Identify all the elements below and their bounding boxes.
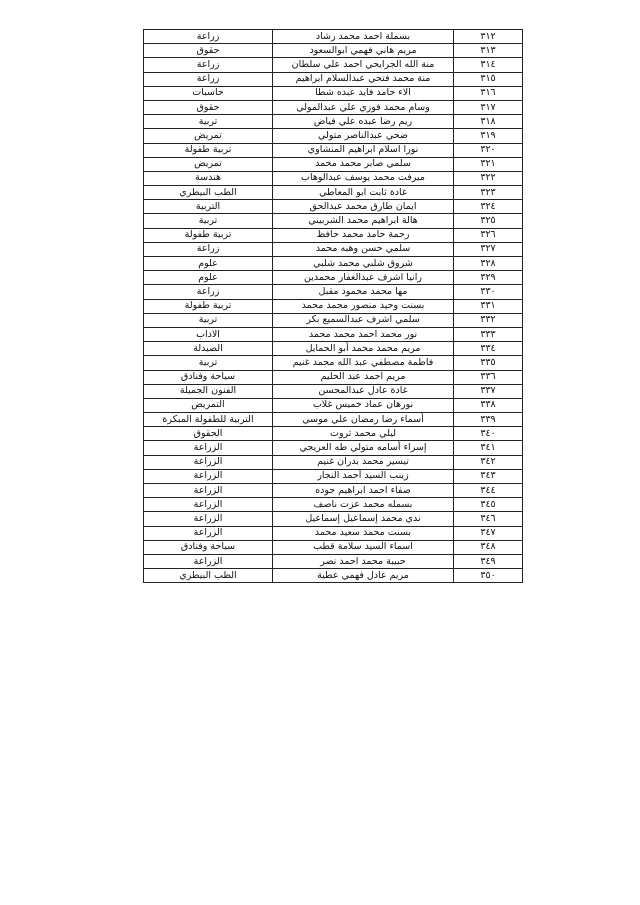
faculty-cell: زراعة: [144, 30, 273, 44]
student-name-cell: ريم رضا عبده علي فياض: [273, 115, 454, 129]
table-row: [144, 115, 523, 129]
student-name-cell: تيسير محمد بدران غنيم: [273, 455, 454, 469]
table-row: [144, 413, 523, 427]
faculty-cell: التربية: [144, 200, 273, 214]
student-name-cell: منة محمد فتحي عبدالسلام ابراهيم: [273, 72, 454, 86]
serial-number-cell: ٣١٧: [454, 100, 523, 114]
faculty-cell: الصيدلة: [144, 342, 273, 356]
table-row: [144, 58, 523, 72]
serial-number-cell: ٣٤٦: [454, 512, 523, 526]
faculty-cell: زراعة: [144, 242, 273, 256]
serial-number-cell: ٣١٨: [454, 115, 523, 129]
table-row: [144, 569, 523, 583]
faculty-cell: علوم: [144, 271, 273, 285]
student-name-cell: بسملة احمد محمد رشاد: [273, 30, 454, 44]
student-name-cell: ليلي محمد ثروت: [273, 427, 454, 441]
faculty-cell: الزراعة: [144, 526, 273, 540]
table-row: [144, 129, 523, 143]
serial-number-cell: ٣١٥: [454, 72, 523, 86]
serial-number-cell: ٣١٦: [454, 86, 523, 100]
student-name-cell: أسماء رضا رمضان علي موسي: [273, 413, 454, 427]
serial-number-cell: ٣٢٣: [454, 186, 523, 200]
faculty-cell: الزراعة: [144, 484, 273, 498]
table-row: [144, 200, 523, 214]
serial-number-cell: ٣٤٢: [454, 455, 523, 469]
student-name-cell: مريم محمد محمد أبو الحمايل: [273, 342, 454, 356]
serial-number-cell: ٣٤٣: [454, 469, 523, 483]
table-row: [144, 30, 523, 44]
serial-number-cell: ٣١٤: [454, 58, 523, 72]
student-name-cell: ميرفت محمد يوسف عبدالوهاب: [273, 171, 454, 185]
student-name-cell: إسراء أسامه متولي طه العريجي: [273, 441, 454, 455]
student-name-cell: ايمان طارق محمد عبدالحق: [273, 200, 454, 214]
serial-number-cell: ٣٣٥: [454, 356, 523, 370]
faculty-cell: الفنون الجميلة: [144, 384, 273, 398]
faculty-cell: الزراعة: [144, 441, 273, 455]
serial-number-cell: ٣٤١: [454, 441, 523, 455]
serial-number-cell: ٣٣٧: [454, 384, 523, 398]
serial-number-cell: ٣٤٩: [454, 554, 523, 568]
student-name-cell: نورهان عماد خميس غلاب: [273, 398, 454, 412]
student-name-cell: مريم هاني فهمي ابوالسعود: [273, 44, 454, 58]
faculty-cell: الطب البيطري: [144, 186, 273, 200]
serial-number-cell: ٣٢٥: [454, 214, 523, 228]
faculty-cell: الزراعة: [144, 554, 273, 568]
table-row: [144, 257, 523, 271]
faculty-cell: تربية: [144, 313, 273, 327]
faculty-cell: حاسبات: [144, 86, 273, 100]
student-name-cell: مها محمد محمود مقبل: [273, 285, 454, 299]
faculty-cell: تربية: [144, 214, 273, 228]
roster-table-body: [144, 30, 523, 583]
table-row: [144, 370, 523, 384]
table-row: [144, 171, 523, 185]
student-name-cell: غادة عادل عبدالمحسن: [273, 384, 454, 398]
serial-number-cell: ٣٢٠: [454, 143, 523, 157]
table-row: [144, 72, 523, 86]
table-row: [144, 540, 523, 554]
table-row: [144, 498, 523, 512]
faculty-cell: التمريض: [144, 398, 273, 412]
student-name-cell: مريم عادل فهمي عطية: [273, 569, 454, 583]
table-row: [144, 484, 523, 498]
table-row: [144, 398, 523, 412]
table-row: [144, 242, 523, 256]
student-name-cell: حبيبة محمد احمد نصر: [273, 554, 454, 568]
table-row: [144, 271, 523, 285]
table-row: [144, 554, 523, 568]
table-row: [144, 86, 523, 100]
student-name-cell: صفاء احمد ابراهيم جوده: [273, 484, 454, 498]
student-name-cell: بسمله محمد عزت ناصف: [273, 498, 454, 512]
student-name-cell: وسام محمد فوزي علي عبدالمولي: [273, 100, 454, 114]
faculty-cell: حقوق: [144, 44, 273, 58]
serial-number-cell: ٣٢٤: [454, 200, 523, 214]
faculty-cell: زراعة: [144, 72, 273, 86]
table-row: [144, 327, 523, 341]
table-row: [144, 285, 523, 299]
faculty-cell: زراعة: [144, 58, 273, 72]
student-name-cell: سلمي اشرف عبدالسميع بكر: [273, 313, 454, 327]
faculty-cell: الحقوق: [144, 427, 273, 441]
student-name-cell: هالة ابراهيم محمد الشربيني: [273, 214, 454, 228]
serial-number-cell: ٣١٢: [454, 30, 523, 44]
student-name-cell: منة الله الجرايحي احمد علي سلطان: [273, 58, 454, 72]
serial-number-cell: ٣٣٨: [454, 398, 523, 412]
faculty-cell: تمريض: [144, 157, 273, 171]
serial-number-cell: ٣٢١: [454, 157, 523, 171]
serial-number-cell: ٣٤٠: [454, 427, 523, 441]
student-name-cell: فاطمة مصطفي عبد الله محمد غنيم: [273, 356, 454, 370]
faculty-cell: تربية: [144, 115, 273, 129]
student-name-cell: سلمي صابر محمد محمد: [273, 157, 454, 171]
student-name-cell: رانيا اشرف عبدالغفار محمدين: [273, 271, 454, 285]
faculty-cell: التربية للطفولة المبكرة: [144, 413, 273, 427]
table-row: [144, 455, 523, 469]
student-name-cell: اسماء السيد سلامة قطب: [273, 540, 454, 554]
serial-number-cell: ٣٢٩: [454, 271, 523, 285]
student-name-cell: الاء حامد فايد عبده شطا: [273, 86, 454, 100]
table-row: [144, 427, 523, 441]
serial-number-cell: ٣٤٨: [454, 540, 523, 554]
faculty-cell: الزراعة: [144, 455, 273, 469]
table-row: [144, 356, 523, 370]
serial-number-cell: ٣٥٠: [454, 569, 523, 583]
faculty-cell: تربية طفولة: [144, 143, 273, 157]
table-row: [144, 143, 523, 157]
serial-number-cell: ٣١٩: [454, 129, 523, 143]
table-row: [144, 526, 523, 540]
student-name-cell: غادة ثابت ابو المعاطي: [273, 186, 454, 200]
table-row: [144, 469, 523, 483]
serial-number-cell: ٣٤٧: [454, 526, 523, 540]
table-row: [144, 157, 523, 171]
student-name-cell: بسنت وحيد منصور محمد محمد: [273, 299, 454, 313]
table-row: [144, 384, 523, 398]
faculty-cell: زراعة: [144, 285, 273, 299]
serial-number-cell: ٣٢٢: [454, 171, 523, 185]
serial-number-cell: ٣٣٦: [454, 370, 523, 384]
student-name-cell: مريم احمد عبد الحليم: [273, 370, 454, 384]
serial-number-cell: ٣٢٧: [454, 242, 523, 256]
student-name-cell: رحمة حامد محمد حافظ: [273, 228, 454, 242]
student-name-cell: ندي محمد إسماعيل إسماعيل: [273, 512, 454, 526]
faculty-cell: تربية: [144, 356, 273, 370]
serial-number-cell: ٣٢٨: [454, 257, 523, 271]
faculty-cell: الزراعة: [144, 512, 273, 526]
student-name-cell: ضحي عبدالناصر متولي: [273, 129, 454, 143]
student-name-cell: بسنت محمد سعيد محمد: [273, 526, 454, 540]
faculty-cell: الطب البيطري: [144, 569, 273, 583]
student-name-cell: نور محمد احمد محمد محمد: [273, 327, 454, 341]
table-row: [144, 228, 523, 242]
serial-number-cell: ٣٢٦: [454, 228, 523, 242]
faculty-cell: الاداب: [144, 327, 273, 341]
faculty-cell: الزراعة: [144, 469, 273, 483]
table-row: [144, 299, 523, 313]
table-row: [144, 313, 523, 327]
table-row: [144, 441, 523, 455]
table-row: [144, 512, 523, 526]
table-row: [144, 186, 523, 200]
table-row: [144, 100, 523, 114]
faculty-cell: سياحة وفنادق: [144, 540, 273, 554]
student-name-cell: سلمي حسن وهبه محمد: [273, 242, 454, 256]
student-name-cell: زينب السيد أحمد النجار: [273, 469, 454, 483]
serial-number-cell: ٣٣١: [454, 299, 523, 313]
faculty-cell: الزراعة: [144, 498, 273, 512]
serial-number-cell: ٣٤٥: [454, 498, 523, 512]
serial-number-cell: ٣٣٣: [454, 327, 523, 341]
serial-number-cell: ٣٣٤: [454, 342, 523, 356]
faculty-cell: تمريض: [144, 129, 273, 143]
faculty-cell: تربية طفولة: [144, 228, 273, 242]
faculty-cell: حقوق: [144, 100, 273, 114]
faculty-cell: هندسة: [144, 171, 273, 185]
serial-number-cell: ٣٤٤: [454, 484, 523, 498]
table-row: [144, 44, 523, 58]
serial-number-cell: ٣٣٠: [454, 285, 523, 299]
serial-number-cell: ٣٣٢: [454, 313, 523, 327]
table-row: [144, 214, 523, 228]
faculty-cell: سياحة وفنادق: [144, 370, 273, 384]
serial-number-cell: ٣٣٩: [454, 413, 523, 427]
student-roster-table: [143, 29, 523, 583]
table-row: [144, 342, 523, 356]
student-name-cell: نورا اسلام ابراهيم المنشاوي: [273, 143, 454, 157]
faculty-cell: تربية طفولة: [144, 299, 273, 313]
faculty-cell: علوم: [144, 257, 273, 271]
serial-number-cell: ٣١٣: [454, 44, 523, 58]
student-name-cell: شروق شلبي محمد شلبي: [273, 257, 454, 271]
